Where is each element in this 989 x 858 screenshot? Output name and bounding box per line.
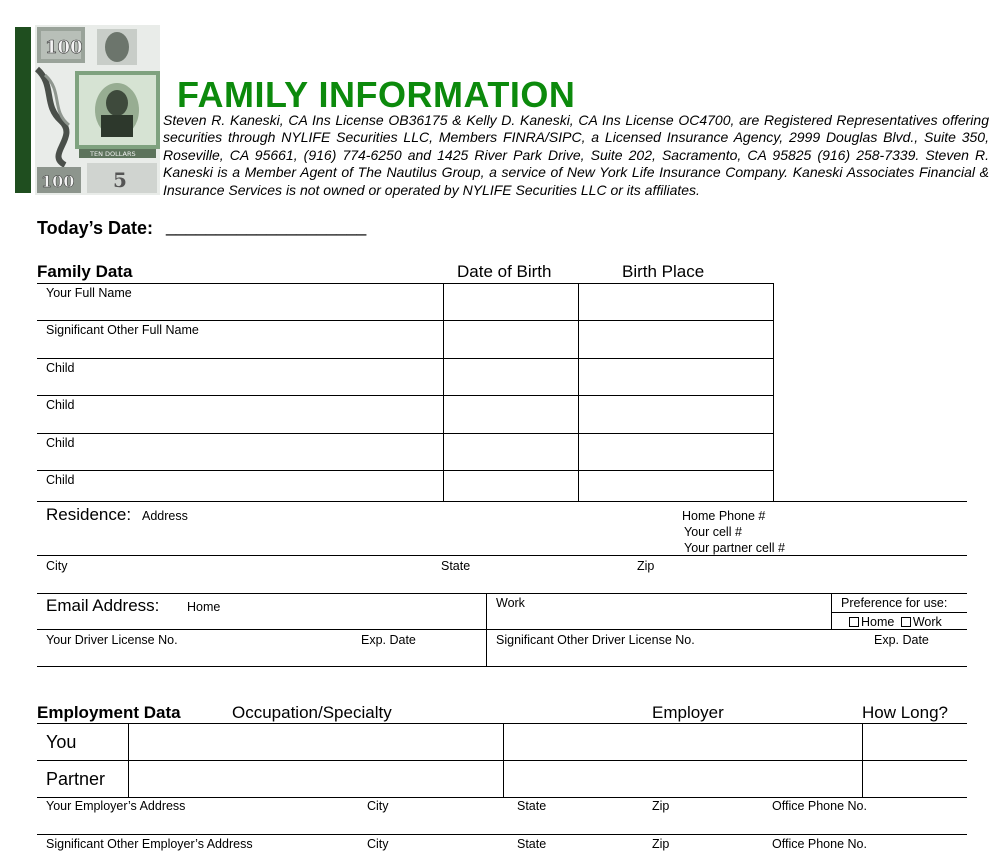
family-data-heading: Family Data bbox=[37, 262, 133, 281]
other-employer-city-label: City bbox=[367, 837, 389, 851]
email-home-label: Home bbox=[187, 600, 221, 614]
your-employer-address-label: Your Employer’s Address bbox=[46, 799, 186, 813]
email-work-label: Work bbox=[496, 596, 525, 610]
page-title: FAMILY INFORMATION bbox=[177, 74, 576, 115]
banknote-numeral: 100 bbox=[45, 37, 83, 58]
employer-zip-label: Zip bbox=[652, 799, 670, 813]
occupation-header: Occupation/Specialty bbox=[232, 703, 392, 722]
family-row-label: Significant Other Full Name bbox=[46, 323, 199, 337]
employment-you-label: You bbox=[46, 732, 77, 752]
family-row-label: Child bbox=[46, 436, 75, 450]
family-row-label: Child bbox=[46, 473, 75, 487]
home-phone-label: Home Phone # bbox=[682, 509, 766, 523]
green-side-bar bbox=[15, 27, 31, 193]
employment-partner-label: Partner bbox=[46, 769, 106, 789]
how-long-header: How Long? bbox=[862, 703, 949, 722]
employer-office-phone-label: Office Phone No. bbox=[772, 799, 867, 813]
banknote-collage-icon bbox=[35, 25, 160, 195]
employer-city-label: City bbox=[367, 799, 389, 813]
preference-label: Preference for use: bbox=[841, 596, 948, 610]
your-driver-license-label: Your Driver License No. bbox=[46, 633, 178, 647]
other-employer-zip-label: Zip bbox=[652, 837, 670, 851]
preference-work-label: Work bbox=[912, 615, 942, 629]
email-address-label: Email Address: bbox=[46, 596, 160, 615]
other-employer-office-phone-label: Office Phone No. bbox=[772, 837, 867, 851]
family-row-label: Child bbox=[46, 398, 75, 412]
residence-address-label: Address bbox=[142, 509, 188, 523]
employment-data-heading: Employment Data bbox=[37, 703, 181, 722]
other-employer-state-label: State bbox=[517, 837, 547, 851]
residence-label: Residence: bbox=[46, 505, 132, 524]
birth-place-header: Birth Place bbox=[622, 262, 705, 281]
banknote-collage-image bbox=[35, 25, 160, 195]
your-cell-label: Your cell # bbox=[684, 525, 742, 539]
other-driver-license-label: Significant Other Driver License No. bbox=[496, 633, 695, 647]
other-license-exp-label: Exp. Date bbox=[874, 633, 929, 647]
banknote-numeral: 100 bbox=[41, 172, 75, 191]
preference-work-checkbox[interactable] bbox=[901, 617, 911, 627]
family-row-label: Your Full Name bbox=[46, 286, 132, 300]
residence-zip-label: Zip bbox=[637, 559, 655, 573]
employer-state-label: State bbox=[517, 799, 547, 813]
residence-city-label: City bbox=[46, 559, 68, 573]
date-of-birth-header: Date of Birth bbox=[457, 262, 552, 281]
family-row-label: Child bbox=[46, 361, 75, 375]
preference-home-label: Home bbox=[861, 615, 895, 629]
other-employer-address-label: Significant Other Employer’s Address bbox=[46, 837, 253, 851]
preference-options bbox=[849, 615, 942, 629]
banknote-numeral: 5 bbox=[113, 168, 127, 192]
todays-date-label: Today’s Date: bbox=[37, 218, 154, 238]
banknote-caption: TEN DOLLARS bbox=[90, 150, 136, 158]
employer-header: Employer bbox=[652, 703, 724, 722]
your-license-exp-label: Exp. Date bbox=[361, 633, 416, 647]
disclaimer-text: Steven R. Kaneski, CA Ins License OB36175 & Kelly D. Kaneski, CA Ins License OC4700, are Registered Representatives offering securities through NYLIFE Securities LLC, Members FINRA/SIPC, a Licensed Insurance Agency, 2999 Douglas Blvd., Suite 350, Roseville, CA 95661, (916) 774-6250 and 1425 River Park Drive, Suite 202, Sacramento, CA 95825 (916) 258-7339. Steven R. Kaneski is a Member Agent of The Nautilus Group, a service of New York Life Insurance Company. Kaneski Associates Financial & Insurance Services is not owned or operated by NYLIFE Securities LLC or its affiliates. bbox=[163, 112, 989, 198]
preference-home-checkbox[interactable] bbox=[849, 617, 859, 627]
partner-cell-label: Your partner cell # bbox=[684, 541, 785, 555]
residence-state-label: State bbox=[441, 559, 471, 573]
todays-date-blank[interactable]: ____________________ bbox=[166, 216, 367, 236]
